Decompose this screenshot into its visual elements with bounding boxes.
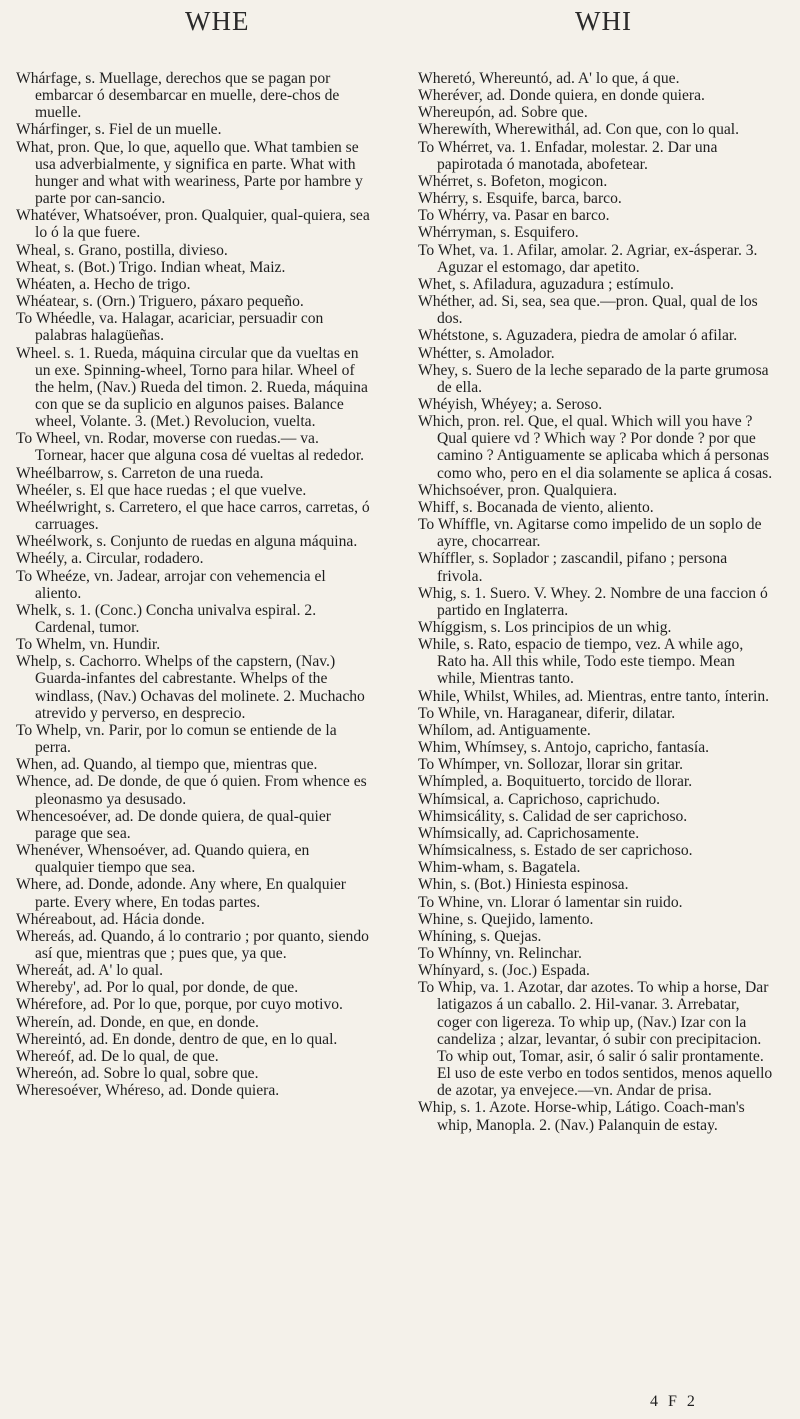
dictionary-entry: Whet, s. Afiladura, aguzadura ; estímulo. [418, 275, 674, 293]
dictionary-entry: Wherévег, ad. Donde quiera, en donde quiera. [418, 87, 705, 105]
dictionary-entry: Wheélwork, s. Conjunto de ruedas en alguna máquina. [16, 533, 358, 551]
dictionary-entry: Wherеón, ad. Sobre lo qual, sobre que. [16, 1065, 259, 1083]
dictionary-entry: To Whínny, vn. Relinchar. [418, 944, 582, 962]
dictionary-entry: To Whine, vn. Llorar ó lamentar sin ruido. [418, 893, 683, 911]
dictionary-entry: Wheal, s. Grano, postilla, divieso. [16, 241, 228, 259]
dictionary-entry: To Whérry, va. Pasar en barco. [418, 207, 610, 225]
dictionary-entry: Whétter, s. Amolador. [418, 344, 555, 362]
dictionary-entry: Whíffler, s. Soplador ; zascandil, pifano ; persona frivola. [418, 550, 728, 585]
dictionary-entry: Whine, s. Quejido, lamento. [418, 910, 594, 928]
dictionary-entry: Whence, ad. De donde, de que ó quien. From whence es pleonasmo ya desusado. [16, 773, 367, 808]
dictionary-entry: Whéreabout, ad. Hácia donde. [16, 910, 205, 928]
dictionary-entry: Whatéver, Whatsoéver, pron. Qualquier, qual-quiera, sea lo ó la que fuere. [16, 207, 370, 242]
dictionary-entry: Whéyish, Whéyey; a. Seroso. [418, 395, 603, 413]
dictionary-entry: Whencesoéver, ad. De donde quiera, de qual-quier parage que sea. [16, 807, 332, 842]
dictionary-entry: Wherewíth, Wherewithál, ad. Con que, con lo qual. [418, 121, 740, 139]
running-head-left: WHE [185, 6, 250, 36]
dictionary-entry: Whíning, s. Quejas. [418, 927, 542, 945]
dictionary-entry: Whérret, s. Bofeton, mogicon. [418, 172, 608, 190]
dictionary-entry: Wheélbarrow, s. Carreton de una rueda. [16, 464, 264, 482]
dictionary-entry: Whílom, ad. Antiguamente. [418, 721, 591, 739]
running-head-right: WHI [575, 6, 632, 36]
dictionary-entry: Whimsicálity, s. Calidad de ser caprichoso. [418, 807, 688, 825]
dictionary-entry: Whim-wham, s. Bagatela. [418, 859, 581, 877]
dictionary-entry: Whereás, ad. Quando, á lo contrario ; por quanto, siendo así que, mientras que ; pues que, ya que. [16, 927, 369, 962]
dictionary-entry: Whétstone, s. Aguzadera, piedra de amolar ó afilar. [418, 327, 738, 345]
dictionary-entry: Wheretó, Whereuntó, ad. A' lo que, á que. [418, 70, 680, 87]
dictionary-entry: Whímsicalness, s. Estado de ser caprichoso. [418, 842, 693, 860]
dictionary-entry: Whárfage, s. Muellage, derechos que se pagan por embarcar ó desembarcar en muelle, dere-chos de muelle. [16, 70, 340, 122]
dictionary-entry: To Whérret, va. 1. Enfadar, molestar. 2. Dar una papirotada ó manotada, abofetear. [418, 138, 718, 173]
dictionary-entry: Wheélwright, s. Carretero, el que hace carros, carretas, ó carruages. [16, 498, 370, 534]
dictionary-entry: Whelk, s. 1. (Conc.) Concha univalva espiral. 2. Cardenal, tumor. [16, 601, 317, 636]
dictionary-entry: Whéther, ad. Si, sea, sea que.—pron. Qual, qual de los dos. [418, 293, 758, 328]
dictionary-entry: Whereát, ad. A' lo qual. [16, 962, 163, 980]
dictionary-entry: Whereupón, ad. Sobre que. [418, 104, 588, 122]
dictionary-entry: Whereín, ad. Donde, en que, en donde. [16, 1013, 259, 1031]
dictionary-entry: Whímsical, a. Caprichoso, caprichudo. [418, 790, 661, 808]
dictionary-entry: Whereintó, ad. En donde, dentro de que, en lo qual. [16, 1030, 338, 1048]
dictionary-entry: Whérry, s. Esquife, barca, barco. [418, 190, 622, 208]
dictionary-entry: Whin, s. (Bot.) Hiniesta espinosa. [418, 876, 629, 894]
dictionary-entry: Whéaten, a. Hecho de trigo. [16, 275, 191, 293]
dictionary-entry: To While, vn. Haraganear, diferir, dilatar. [418, 704, 676, 722]
dictionary-entry: Whichsoéver, pron. Qualquiera. [418, 481, 617, 499]
dictionary-entry: While, s. Rato, espacio de tiempo, vez. A while ago, Rato ha. All this while, Todo este tiempo. Mean while, Mientras tanto. [418, 636, 744, 688]
dictionary-entry: Whelp, s. Cachorro. Whelps of the capstern, (Nav.) Guarda-infantes del cabrestante. Whelps of the windlass, (Nav.) Ochavas del molinete. 2. Muchacho atrevido y perverso, en desprecio. [16, 653, 365, 722]
dictionary-entry: Whérryman, s. Esquifero. [418, 224, 579, 242]
dictionary-entry: To Whímper, vn. Sollozar, llorar sin gritar. [418, 756, 684, 774]
dictionary-entry: Whereóf, ad. De lo qual, de que. [16, 1047, 219, 1065]
dictionary-entry: Wheély, a. Circular, rodadero. [16, 550, 204, 568]
dictionary-entry: Whiff, s. Bocanada de viento, aliento. [418, 498, 654, 516]
dictionary-entry: To Whéedle, va. Halagar, acariciar, persuadir con palabras halagüeñas. [16, 310, 324, 345]
dictionary-entry: To Wheéze, vn. Jadear, arrojar con vehemencia el aliento. [16, 567, 326, 602]
dictionary-entry: To Wheel, vn. Rodar, moverse con ruedas.— va. Tornear, hacer que alguna cosa dé vueltas al rededor. [16, 430, 365, 465]
dictionary-entry: Whenéver, Whensoéver, ad. Quando quiera, en qualquier tiempo que sea. [16, 842, 310, 877]
dictionary-entry: Whéatear, s. (Orn.) Triguero, páxaro pequeño. [16, 293, 304, 311]
dictionary-entry: To Whet, va. 1. Afilar, amolar. 2. Agriar, ex-ásperar. 3. Aguzar el estomago, dar apetito. [418, 241, 758, 276]
dictionary-entry: Whérefore, ad. Por lo que, porque, por cuyo motivo. [16, 996, 343, 1014]
dictionary-entry: Wheel. s. 1. Rueda, máquina circular que da vueltas en un exe. Spinning-wheel, Torno para hilar. Wheel of the helm, (Nav.) Rueda del timon. 2. Rueda, máquina con que se da suplicio en algunos paises. Balance wheel, Volante. 3. (Met.) Revolucion, vuelta. [16, 344, 368, 431]
dictionary-entry: Wheat, s. (Bot.) Trigo. Indian wheat, Maiz. [16, 258, 286, 276]
dictionary-entry: Whímsically, ad. Caprichosamente. [418, 824, 640, 842]
signature-mark: 4 F 2 [650, 1393, 698, 1410]
dictionary-entry: Wheresoéver, Whéreso, ad. Donde quiera. [16, 1082, 280, 1100]
left-column [16, 70, 371, 1099]
dictionary-entry: Where, ad. Donde, adonde. Any where, En qualquier parte. Every where, En todas partes. [16, 876, 346, 911]
dictionary-entry: Which, pron. rel. Que, el qual. Which will you have ? Qual quiere vd ? Which way ? Por donde ? por que camino ? Antiguamente se aplicaba which á personas como who, pero en el dia solamente se aplica á cosas. [418, 413, 773, 482]
dictionary-entry: To Whelm, vn. Hundir. [16, 636, 161, 654]
dictionary-entry: Whig, s. 1. Suero. V. Whey. 2. Nombre de una faccion ó partido en Inglaterra. [418, 584, 768, 619]
dictionary-entry: Whárfinger, s. Fiel de un muelle. [16, 121, 222, 139]
dictionary-entry: Whip, s. 1. Azote. Horse-whip, Látigo. Coach-man's whip, Manopla. 2. (Nav.) Palanquin de estay. [418, 1099, 745, 1134]
dictionary-entry: Wheéler, s. El que hace ruedas ; el que vuelve. [16, 481, 307, 499]
right-column [418, 70, 773, 1134]
dictionary-entry: Whímpled, a. Boquituerto, torcido de llorar. [418, 773, 693, 791]
dictionary-entry: Whíggism, s. Los principios de un whig. [418, 619, 672, 636]
dictionary-entry: While, Whilst, Whiles, ad. Mientras, entre tanto, ínterin. [418, 687, 770, 705]
dictionary-entry: To Whíffle, vn. Agitarse como impelido de un soplo de ayre, chocarrear. [418, 516, 762, 551]
dictionary-entry: Whim, Whímsey, s. Antojo, capricho, fantasía. [418, 739, 710, 757]
dictionary-entry: Whereby', ad. Por lo qual, por donde, de que. [16, 979, 299, 997]
dictionary-entry: Whey, s. Suero de la leche separado de la parte grumosa de ella. [418, 361, 769, 396]
dictionary-entry: To Whip, va. 1. Azotar, dar azotes. To whip a horse, Dar latigazos á un caballo. 2. Hil-vanar. 3. Arrebatar, coger con ligereza. To whip up, (Nav.) Izar con la candeliza ; alzar, levantar, ó subir con precipitacion. To whip out, Tomar, asir, ó salir ó salir prontamente. El uso de este verbo en todos sentidos, menos aquello de azotar, ya envejece.—vn. Andar de prisa. [418, 979, 773, 1100]
dictionary-entry: To Whelp, vn. Parir, por lo comun se entiende de la perra. [16, 721, 337, 757]
dictionary-entry: When, ad. Quando, al tiempo que, mientras que. [16, 756, 318, 774]
dictionary-entry: What, pron. Que, lo que, aquello que. What tambien se usa adverbialmente, y significa en parte. What with hunger and what with weariness, Parte por hambre y parte por can-sancio. [16, 138, 363, 208]
dictionary-entry: Whínyard, s. (Joc.) Espada. [418, 962, 590, 980]
